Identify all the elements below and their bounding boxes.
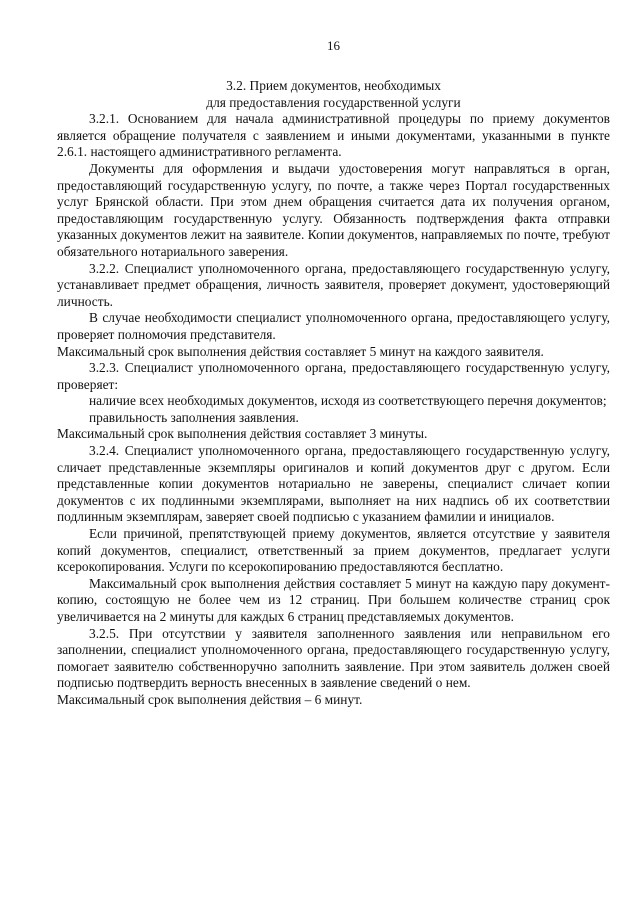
paragraph: Максимальный срок выполнения действия составляет 5 минут на каждого заявителя. — [57, 343, 544, 359]
page-number: 16 — [327, 38, 340, 53]
section-heading-line-1: 3.2. Прием документов, необходимых — [226, 78, 441, 93]
document-body — [57, 111, 610, 708]
paragraph: Максимальный срок выполнения действия составляет 3 минуты. — [57, 426, 428, 442]
paragraph: Максимальный срок выполнения действия – 6 минут. — [57, 691, 363, 707]
paragraph: Документы для оформления и выдачи удостоверения могут направляться в орган, предоставляющий государственную услугу, по почте, а также через Портал государственных услуг Брянской области. При этом днем обращения считается дата их получения органом, предоставляющим государственную услугу. Обязанность подтверждения факта отправки указанных документов лежит на заявителе. Копии документов, направляемых по почте, требуют обязательного нотариального заверения. — [57, 160, 610, 259]
paragraph: 3.2.5. При отсутствии у заявителя заполненного заявления или неправильном его заполнении, специалист уполномоченного органа, предоставляющего государственную услугу, помогает заявителю собственноручно заполнить заявление. При этом заявитель должен своей подписью подтвердить верность внесенных в заявление сведений о нем. — [57, 625, 610, 691]
section-heading — [57, 78, 610, 111]
paragraph: 3.2.1. Основанием для начала административной процедуры по приему документов является обращение получателя с заявлением и иными документами, указанными в пункте 2.6.1. настоящего административного регламента. — [57, 111, 610, 160]
paragraph: Если причиной, препятствующей приему документов, является отсутствие у заявителя копий документов, специалист, ответственный за прием документов, предлагает услуги ксерокопирования. Услуги по ксерокопированию предоставляются бесплатно. — [57, 526, 610, 575]
paragraph: Максимальный срок выполнения действия составляет 5 минут на каждую пару документ-копию, состоящую не более чем из 12 страниц. При большем количестве страниц срок увеличивается на 2 минуты для каждых 6 страниц представляемых документов. — [57, 575, 610, 624]
section-heading-line-2: для предоставления государственной услуги — [206, 94, 461, 110]
paragraph: правильность заполнения заявления. — [89, 409, 299, 425]
paragraph: 3.2.2. Специалист уполномоченного органа, предоставляющего государственную услугу, устанавливает предмет обращения, личность заявителя, проверяет документ, удостоверяющий личность. — [57, 260, 610, 309]
paragraph: В случае необходимости специалист уполномоченного органа, предоставляющего услугу, проверяет полномочия представителя. — [57, 310, 610, 342]
paragraph: 3.2.3. Специалист уполномоченного органа, предоставляющего государственную услугу, проверяет: — [57, 360, 610, 392]
paragraph: наличие всех необходимых документов, исходя из соответствующего перечня документов; — [89, 393, 607, 409]
paragraph: 3.2.4. Специалист уполномоченного органа, предоставляющего государственную услугу, сличает представленные экземпляры оригиналов и копий документов друг с другом. Если представленные копии документов нотариально не заверены, специалист сличает копии документов с их подлинными экземплярами, выполняет на них надпись об их соответствии подлинным экземплярам, заверяет своей подписью с указанием фамилии и инициалов. — [57, 443, 610, 525]
